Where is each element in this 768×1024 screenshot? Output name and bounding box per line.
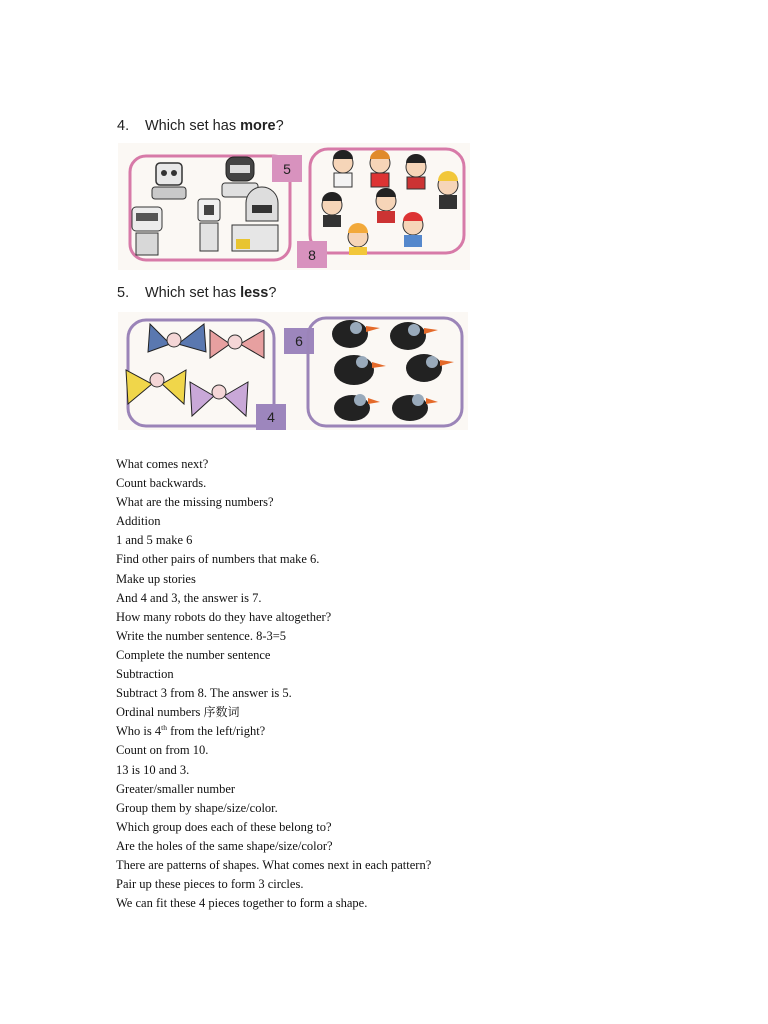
ordinal-suffix: th (161, 723, 167, 733)
list-line: Make up stories (116, 571, 196, 586)
list-line: Count backwards. (116, 476, 207, 491)
child-icon (322, 192, 342, 227)
list-line (116, 722, 716, 741)
list-line: Subtract 3 from 8. The answer is 5. (116, 686, 292, 701)
question-5-heading (117, 285, 276, 301)
list-line: How many robots do they have altogether? (116, 609, 332, 624)
list-line: What comes next? (116, 457, 209, 471)
child-icon (370, 150, 390, 187)
robot-icon (198, 199, 220, 251)
question-number: 5. (117, 285, 130, 301)
list-line: Subtraction (116, 667, 174, 682)
children-count-label: 8 (308, 247, 316, 263)
question-emphasis: more (240, 118, 276, 134)
list-line: There are patterns of shapes. What comes next in each pattern? (116, 857, 432, 872)
line-text: from the left/right? (166, 724, 266, 739)
vocabulary-list (116, 455, 716, 913)
child-icon (406, 154, 426, 189)
list-line: And 4 and 3, the answer is 7. (116, 590, 262, 605)
child-icon (438, 171, 458, 209)
list-line: We can fit these 4 pieces together to form a shape. (116, 896, 368, 911)
list-line: Find other pairs of numbers that make 6. (116, 552, 320, 567)
question-number: 4. (117, 118, 130, 134)
list-line: Group them by shape/size/color. (116, 800, 278, 815)
list-line: Which group does each of these belong to? (116, 819, 332, 834)
question-end: ? (275, 118, 284, 134)
question-end: ? (268, 285, 277, 301)
line-text: Ordinal numbers (116, 705, 204, 720)
list-line: Write the number sentence. 8-3=5 (116, 628, 287, 643)
child-icon (333, 150, 353, 187)
robots-count-label: 5 (283, 161, 291, 177)
list-line: What are the missing numbers? (116, 495, 274, 510)
butterflies-count-label: 4 (267, 409, 275, 425)
child-icon (376, 188, 396, 223)
birds-count-label: 6 (295, 333, 303, 349)
list-line: Greater/smaller number (116, 781, 236, 796)
list-line: Complete the number sentence (116, 647, 271, 662)
list-line: Are the holes of the same shape/size/color? (116, 838, 333, 853)
question-text: Which set has (145, 285, 241, 301)
butterflies-birds-figure (118, 312, 468, 430)
list-line: Count on from 10. (116, 743, 209, 758)
question-4-heading (117, 118, 284, 134)
question-emphasis: less (240, 285, 269, 301)
list-line: Addition (116, 514, 161, 529)
list-line (116, 703, 716, 722)
list-line: Pair up these pieces to form 3 circles. (116, 877, 304, 892)
robot-icon (132, 207, 162, 255)
list-line: 1 and 5 make 6 (116, 533, 193, 548)
question-text: Which set has (145, 118, 241, 134)
robot-icon (152, 163, 186, 199)
line-text: Who is 4 (116, 724, 162, 739)
child-icon (403, 212, 423, 247)
robots-children-figure (118, 143, 470, 270)
child-icon (348, 223, 368, 255)
chinese-term: 序数词 (203, 705, 240, 720)
list-line: 13 is 10 and 3. (116, 762, 190, 777)
